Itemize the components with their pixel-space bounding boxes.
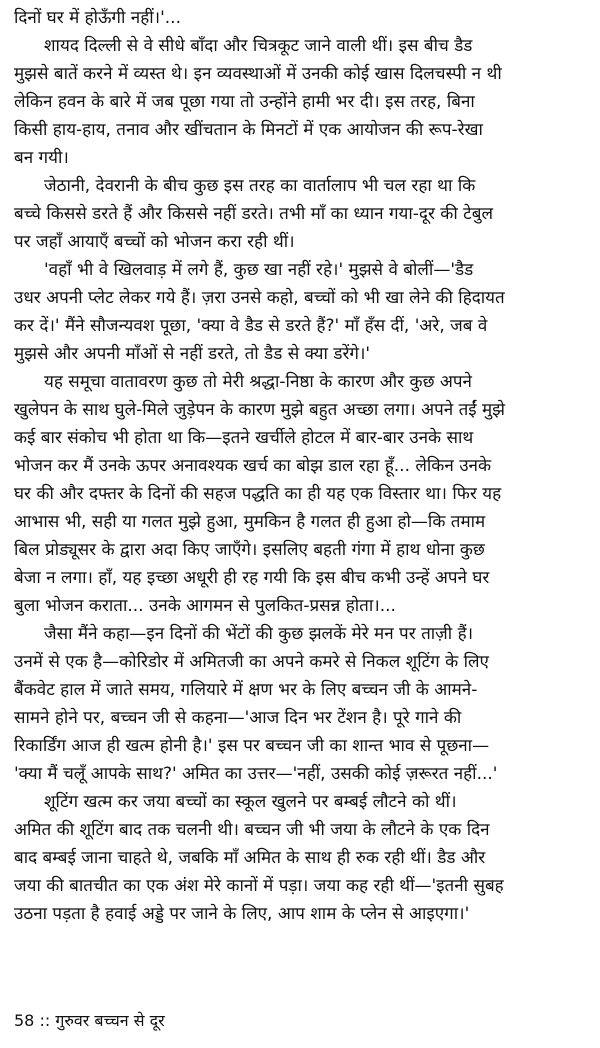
text-line: कर दें।' मैंने सौजन्यवश पूछा, 'क्या वे डैड से डरते हैं?' माँ हँस दीं, 'अरे, जब वे — [14, 316, 488, 336]
text-line: किसी हाय-हाय, तनाव और खींचतान के मिनटों में एक आयोजन की रूप-रेखा — [14, 120, 483, 140]
text-line: जया की बातचीत का एक अंश मेरे कानों में पड़ा। जया कह रही थीं—'इतनी सुबह — [14, 876, 504, 896]
paragraph — [14, 256, 588, 368]
text-line: शूटिंग खत्म कर जया बच्चों का स्कूल खुलने पर बम्बई लौटने को थीं। — [44, 792, 457, 812]
text-line: खुलेपन के साथ घुले-मिले जुड़ेपन के कारण मुझे बहुत अच्छा लगा। अपने तईं मुझे — [14, 400, 506, 420]
paragraph — [14, 788, 588, 928]
text-line: उठना पड़ता है हवाई अड्डे पर जाने के लिए, आप शाम के प्लेन से आइएगा।' — [14, 904, 470, 924]
text-line: अमित की शूटिंग बाद तक चलनी थी। बच्चन जी भी जया के लौटने के एक दिन — [14, 820, 490, 840]
text-line: घर की और दफ्तर के दिनों की सहज पद्धति का ही यह एक विस्तार था। फिर यह — [14, 484, 502, 504]
paragraph — [14, 620, 588, 788]
text-line: सामने होने पर, बच्चन जी से कहना—'आज दिन भर टेंशन है। पूरे गाने की — [14, 708, 462, 728]
text-line: बिल प्रोड्यूसर के द्वारा अदा किए जाएँगे। इसलिए बहती गंगा में हाथ धोना कुछ — [14, 540, 485, 560]
text-line: रिकार्डिंग आज ही खत्म होनी है।' इस पर बच्चन जी का शान्त भाव से पूछना— — [14, 736, 490, 756]
text-line: भोजन कर मैं उनके ऊपर अनावश्यक खर्च का बोझ डाल रहा हूँ... लेकिन उनके — [14, 456, 492, 476]
footer-separator: :: — [39, 1011, 51, 1030]
body-text — [14, 4, 588, 928]
text-line: जेठानी, देवरानी के बीच कुछ इस तरह का वार्तालाप भी चल रहा था कि — [44, 176, 476, 196]
text-line: उनमें से एक है—कोरिडोर में अमितजी का अपने कमरे से निकल शूटिंग के लिए — [14, 652, 489, 672]
text-line: मुझसे और अपनी माँओं से नहीं डरते, तो डैड से क्या डरेंगे।' — [14, 344, 371, 364]
text-line: पर जहाँ आयाएँ बच्चों को भोजन करा रही थीं। — [14, 232, 295, 252]
page-footer — [14, 1009, 165, 1033]
text-line: 'वहाँ भी वे खिलवाड़ में लगे हैं, कुछ खा नहीं रहे।' मुझसे वे बोलीं—'डैड — [44, 260, 474, 280]
text-line: उधर अपनी प्लेट लेकर गये हैं। ज़रा उनसे कहो, बच्चों को भी खा लेने की हिदायत — [14, 288, 505, 308]
text-line: बन गयी। — [14, 148, 69, 168]
text-line: दिनों घर में होऊँगी नहीं।'... — [14, 8, 181, 28]
text-line: बच्चे किससे डरते हैं और किससे नहीं डरते। तभी माँ का ध्यान गया-दूर की टेबुल — [14, 204, 493, 224]
paragraph — [14, 368, 588, 620]
text-line: शायद दिल्ली से वे सीधे बाँदा और चित्रकूट जाने वाली थीं। इस बीच डैड — [44, 36, 473, 56]
text-line: बाद बम्बई जाना चाहते थे, जबकि माँ अमित के साथ ही रुक रही थीं। डैड और — [14, 848, 486, 868]
running-title: गुरुवर बच्चन से दूर — [55, 1011, 165, 1030]
text-line: यह समूचा वातावरण कुछ तो मेरी श्रद्धा-निष्ठा के कारण और कुछ अपने — [44, 372, 472, 392]
text-line: मुझसे बातें करने में व्यस्त थे। इन व्यवस्थाओं में उनकी कोई खास दिलचस्पी न थी — [14, 64, 502, 84]
text-line: बुला भोजन कराता... उनके आगमन से पुलकित-प्रसन्न होता।... — [14, 596, 396, 616]
text-line: आभास भी, सही या गलत मुझे हुआ, मुमकिन है गलत ही हुआ हो—कि तमाम — [14, 512, 486, 532]
page-number: 58 — [14, 1011, 35, 1030]
paragraph — [14, 32, 588, 172]
paragraph — [14, 4, 588, 32]
text-line: 'क्या मैं चलूँ आपके साथ?' अमित का उत्तर—'नहीं, उसकी कोई ज़रूरत नहीं...' — [14, 764, 498, 784]
text-line: बेजा न लगा। हाँ, यह इच्छा अधूरी ही रह गयी कि इस बीच कभी उन्हें अपने घर — [14, 568, 490, 588]
paragraph — [14, 172, 588, 256]
text-line: बैंकवेट हाल में जाते समय, गलियारे में क्षण भर के लिए बच्चन जी के आमने- — [14, 680, 478, 700]
text-line: जैसा मैंने कहा—इन दिनों की भेंटों की कुछ झलकें मेरे मन पर ताज़ी हैं। — [44, 624, 474, 644]
text-line: लेकिन हवन के बारे में जब पूछा गया तो उन्होंने हामी भर दी। इस तरह, बिना — [14, 92, 475, 112]
text-line: कई बार संकोच भी होता था कि—इतने खर्चीले होटल में बार-बार उनके साथ — [14, 428, 474, 448]
